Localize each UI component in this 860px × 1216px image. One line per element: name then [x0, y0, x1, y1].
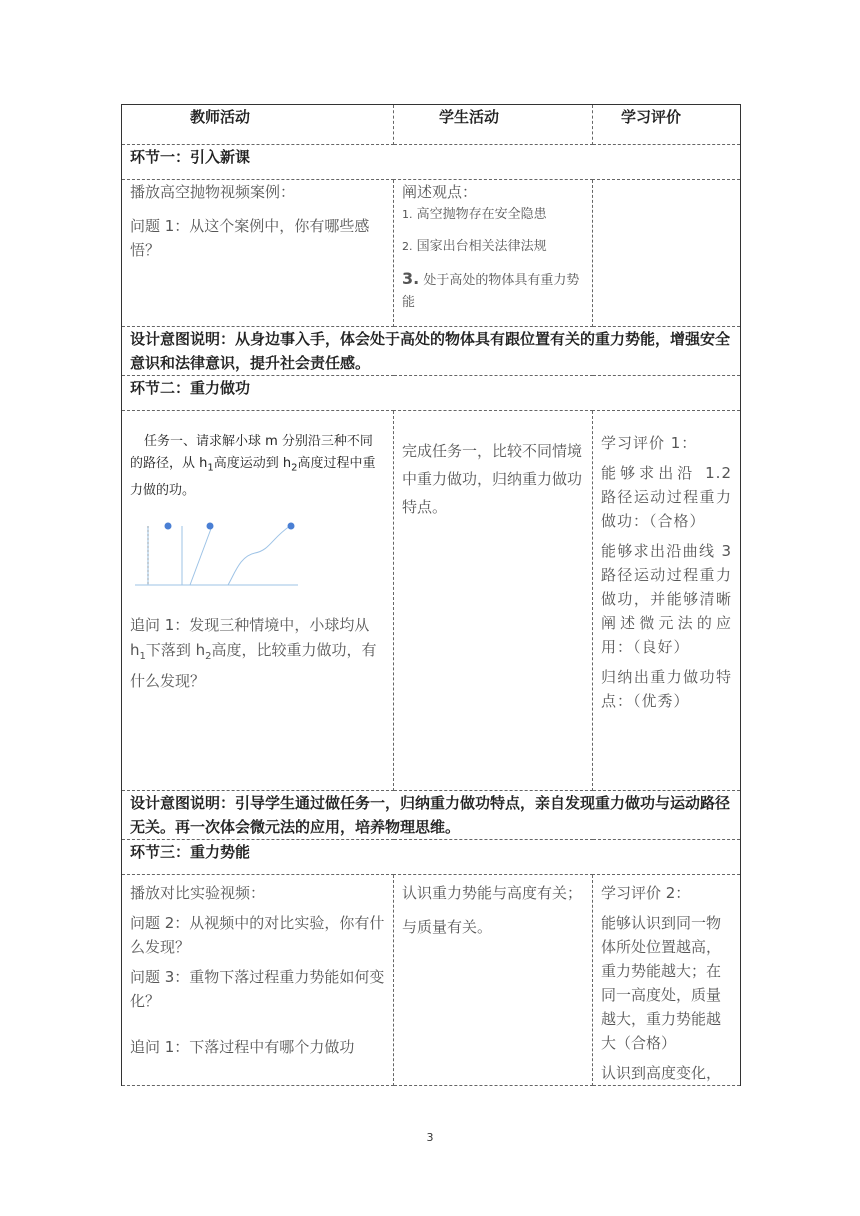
section2-design-row [122, 791, 741, 840]
eval-line: 能够认识到同一物体所处位置越高，重力势能越大；在同一高度处，质量越大，重力势能越大（合格） [601, 914, 722, 1052]
list-item: 国家出台相关法律法规 [416, 239, 547, 254]
section2-student-cell [394, 411, 593, 791]
section3-teacher-line: 追问 1：下落过程中有哪个力做功 [130, 1038, 355, 1056]
section3-content-row [122, 875, 741, 1086]
section1-design-row [122, 327, 741, 376]
list-number: 1. [402, 208, 413, 221]
section2-design-note: 设计意图说明：引导学生通过做任务一，归纳重力做功特点，亲自发现重力做功与运动路径无关。再一次体会微元法的应用，培养物理思维。 [122, 791, 741, 840]
ball-1 [165, 522, 172, 529]
list-item: 处于高处的物体具有重力势能 [402, 273, 580, 310]
section2-content-row [122, 411, 741, 791]
section1-teacher-line: 播放高空抛物视频案例： [130, 183, 296, 201]
header-teacher: 教师活动 [122, 105, 394, 145]
section3-eval-cell [593, 875, 741, 1086]
section3-title: 环节三：重力势能 [122, 840, 741, 875]
section3-teacher-line: 问题 3：重物下落过程重力势能如何变化？ [130, 968, 385, 1010]
section2-teacher-cell [122, 411, 394, 791]
path-diagram [130, 518, 385, 605]
section2-student-text: 完成任务一，比较不同情境中重力做功，归纳重力做功特点。 [402, 442, 583, 516]
section3-student-line: 认识重力势能与高度有关； [402, 884, 583, 902]
section3-title-row [122, 840, 741, 875]
section3-teacher-cell [122, 875, 394, 1086]
task-one-text: 任务一、请求解小球 m 分别沿三种不同的路径，从 $h_1$高度运动到 $h_2$高度过程中重力做的功。 [130, 434, 376, 498]
section3-student-cell [394, 875, 593, 1086]
section2-eval-cell [593, 411, 741, 791]
ball-2 [207, 522, 214, 529]
table-header-row [122, 105, 741, 145]
eval-line: 能够求出沿 1.2 路径运动过程重力做功：（合格） [601, 464, 732, 530]
eval-line: 归纳出重力做功特点：（优秀） [601, 668, 732, 710]
section1-title-row [122, 145, 741, 180]
header-student: 学生活动 [394, 105, 593, 145]
ball-3 [288, 522, 295, 529]
section1-title: 环节一：引入新课 [122, 145, 741, 180]
followup-text: 追问 1：发现三种情境中，小球均从 $h_1$下落到 $h_2$高度，比较重力做功，有什么发现？ [130, 615, 377, 690]
page-number: 3 [426, 1131, 434, 1144]
section1-eval-cell [593, 180, 741, 327]
section3-teacher-line: 播放对比实验视频： [130, 884, 266, 902]
section3-teacher-line: 问题 2：从视频中的对比实验，你有什么发现？ [130, 914, 385, 956]
list-number: 3. [402, 269, 420, 288]
lesson-plan-table [121, 104, 741, 1086]
eval-line: 能够求出沿曲线 3 路径运动过程重力做功，并能够清晰阐述微元法的应用：（良好） [601, 542, 732, 656]
section1-teacher-cell [122, 180, 394, 327]
list-number: 2. [402, 240, 413, 253]
section1-content-row [122, 180, 741, 327]
eval-line: 学习评价 1： [601, 434, 698, 452]
eval-line: 认识到高度变化， [601, 1064, 722, 1082]
section1-design-note: 设计意图说明：从身边事入手，体会处于高处的物体具有跟位置有关的重力势能，增强安全意识和法律意识，提升社会责任感。 [122, 327, 741, 376]
section2-title-row [122, 376, 741, 411]
header-eval: 学习评价 [593, 105, 741, 145]
section1-teacher-line: 问题 1：从这个案例中，你有哪些感悟？ [130, 217, 370, 259]
section2-title: 环节二：重力做功 [122, 376, 741, 411]
section1-student-lead: 阐述观点： [402, 183, 478, 201]
three-paths-figure [130, 518, 300, 598]
section1-student-cell [394, 180, 593, 327]
eval-line: 学习评价 2： [601, 884, 691, 902]
list-item: 高空抛物存在安全隐患 [416, 207, 547, 222]
section3-student-line: 与质量有关。 [402, 918, 493, 936]
